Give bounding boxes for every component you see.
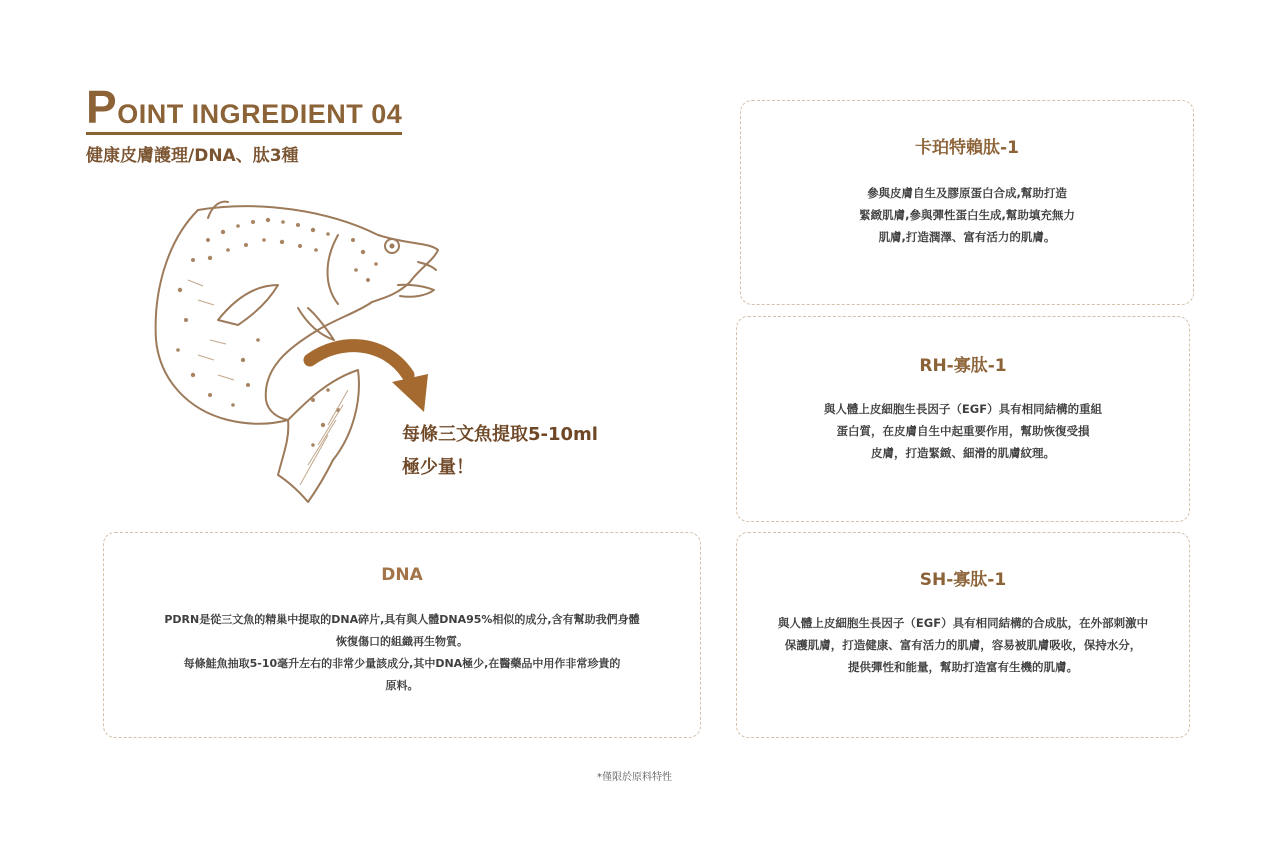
ingredient-card-dna (103, 532, 701, 738)
card-line: 恢復傷口的組織再生物質。 (336, 635, 468, 648)
curved-arrow-icon (300, 330, 440, 420)
card-line: 肌膚,打造潤澤、富有活力的肌膚。 (878, 230, 1056, 244)
card-title: DNA (381, 565, 423, 585)
card-title: 卡珀特賴肽-1 (915, 138, 1019, 158)
page-subtitle: 健康皮膚護理/DNA、肽3種 (86, 146, 299, 166)
card-line: PDRN是從三文魚的精巢中提取的DNA碎片,具有與人體DNA95%相似的成分,含有幫助我們身體 (164, 613, 640, 626)
card-line: 蛋白質，在皮膚自生中起重要作用，幫助恢復受損 (836, 424, 1090, 438)
card-line: 原料。 (385, 679, 419, 692)
card-line: 與人體上皮細胞生長因子（EGF）具有相同結構的合成肽，在外部刺激中 (777, 616, 1149, 630)
fish-note-line2: 極少量！ (402, 457, 474, 478)
card-body (741, 182, 1193, 248)
card-line: 提供彈性和能量，幫助打造富有生機的肌膚。 (848, 660, 1078, 674)
card-body (104, 609, 700, 697)
card-body (737, 398, 1189, 464)
card-line: 與人體上皮細胞生長因子（EGF）具有相同結構的重組 (823, 402, 1103, 416)
card-line: 保護肌膚，打造健康、富有活力的肌膚，容易被肌膚吸收，保持水分， (784, 638, 1142, 652)
card-line: 每條鮭魚抽取5-10毫升左右的非常少量該成分,其中DNA極少,在醫藥品中用作非常珍貴的 (183, 657, 621, 670)
fish-extract-note (402, 418, 598, 484)
title-rest: OINT INGREDIENT 04 (117, 99, 403, 129)
header (86, 81, 403, 166)
footnote: *僅限於原料特性 (597, 772, 672, 783)
ingredient-card-sh-oligopeptide (736, 532, 1190, 738)
card-line: 參與皮膚自生及膠原蛋白合成,幫助打造 (867, 186, 1067, 200)
card-body (737, 612, 1189, 678)
card-title: RH-寡肽-1 (919, 356, 1007, 376)
card-line: 皮膚，打造緊緻、細滑的肌膚紋理。 (871, 446, 1055, 460)
card-title: SH-寡肽-1 (919, 570, 1007, 590)
page-title (86, 81, 403, 135)
ingredient-card-carpotride (740, 100, 1194, 305)
card-line: 緊緻肌膚,參與彈性蛋白生成,幫助填充無力 (859, 208, 1075, 222)
ingredient-card-rh-oligopeptide (736, 316, 1190, 522)
title-initial: P (86, 81, 118, 133)
fish-note-line1: 每條三文魚提取5-10ml (402, 424, 598, 445)
